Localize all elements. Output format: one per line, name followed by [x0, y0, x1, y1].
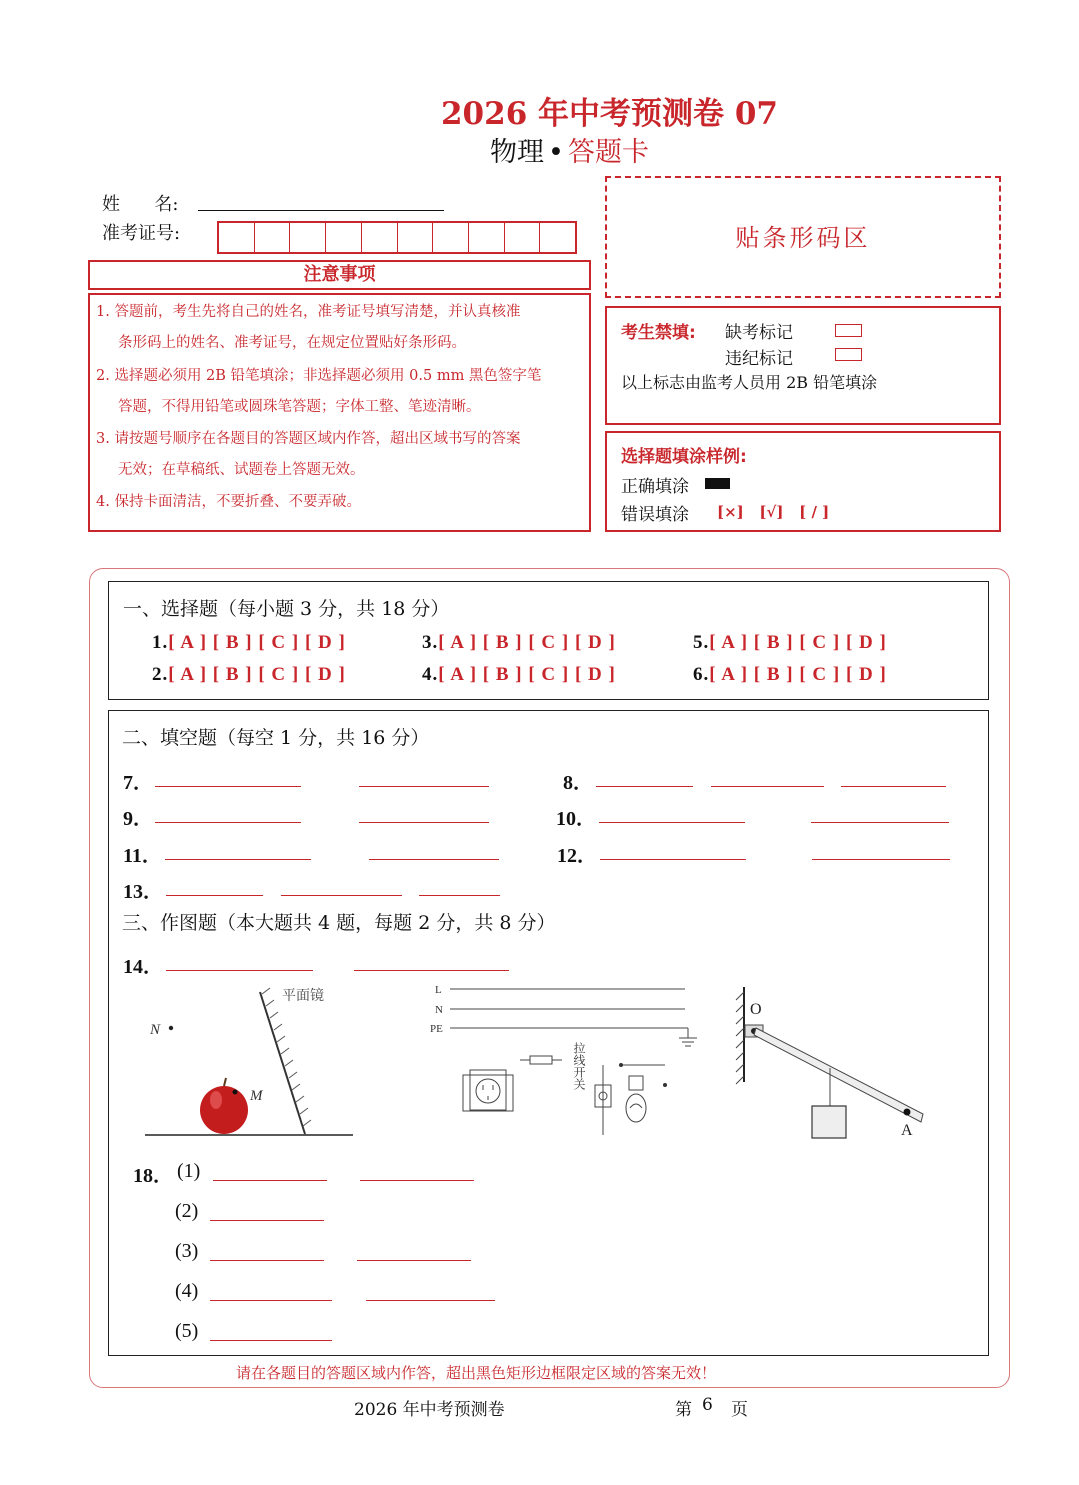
- wall-hatching: [736, 992, 744, 1084]
- question-number: 11．: [123, 845, 162, 867]
- absent-mark-box[interactable]: [835, 324, 862, 337]
- wire-n-label: N: [435, 1004, 443, 1016]
- choice-q2[interactable]: [152, 664, 346, 686]
- pivot-o-label: O: [750, 1001, 762, 1018]
- answer-blank[interactable]: [357, 1259, 471, 1261]
- question-number: 4.: [422, 664, 439, 685]
- sub-question: (4): [175, 1280, 199, 1302]
- point-m-dot: [233, 1090, 238, 1095]
- point-n-dot: [169, 1026, 173, 1030]
- proctor-only-box: [605, 306, 1001, 425]
- barcode-area: [605, 176, 1001, 298]
- question-number: 2.: [152, 664, 169, 685]
- correct-fill-sample: [705, 478, 730, 489]
- violation-mark-label: 违纪标记: [725, 349, 793, 369]
- choice-options[interactable]: [ A ] [ B ] [ C ] [ D ]: [168, 664, 346, 685]
- question-number: 1.: [152, 632, 169, 653]
- question-number: 14．: [123, 956, 163, 978]
- answer-blank[interactable]: [811, 821, 949, 823]
- circuit-figure[interactable]: [425, 980, 705, 1140]
- socket-icon: [463, 1070, 513, 1111]
- answer-blank[interactable]: [359, 785, 489, 787]
- question-number: 3.: [422, 632, 439, 653]
- lever-figure[interactable]: [728, 982, 938, 1142]
- question-number: 9．: [123, 808, 153, 830]
- answer-blank[interactable]: [419, 894, 500, 896]
- mirror-apple-figure[interactable]: [140, 982, 360, 1142]
- answer-blank[interactable]: [354, 969, 509, 971]
- mirror-line: [260, 992, 305, 1134]
- choice-q3[interactable]: [422, 632, 616, 654]
- answer-blank[interactable]: [210, 1339, 332, 1341]
- question-number: 6.: [693, 664, 710, 685]
- notice-line: 4. 保持卡面清洁，不要折叠、不要弄破。: [96, 494, 361, 510]
- answer-blank[interactable]: [210, 1259, 324, 1261]
- notice-line: 条形码上的姓名、准考证号，在规定位置贴好条形码。: [118, 335, 466, 351]
- answer-blank[interactable]: [210, 1299, 332, 1301]
- id-cell[interactable]: [290, 223, 326, 252]
- answer-blank[interactable]: [711, 785, 824, 787]
- answer-area-warning: 请在各题目的答题区域内作答，超出黑色矩形边框限定区域的答案无效！: [236, 1364, 717, 1382]
- id-label: 准考证号:: [102, 223, 181, 244]
- choice-section: [108, 581, 989, 700]
- notice-line: 答题，不得用铅笔或圆珠笔答题；字体工整、笔迹清晰。: [118, 399, 481, 415]
- proctor-note: 以上标志由监考人员用 2B 铅笔填涂: [621, 373, 878, 392]
- answer-blank[interactable]: [165, 858, 311, 860]
- point-n-label: N: [150, 1022, 161, 1038]
- wires: [450, 989, 697, 1046]
- footer-exam-name: 2026 年中考预测卷: [354, 1400, 505, 1420]
- choice-options[interactable]: [ A ] [ B ] [ C ] [ D ]: [709, 632, 887, 653]
- answer-blank[interactable]: [213, 1179, 327, 1181]
- separator-dot: •: [548, 137, 564, 168]
- choice-heading: 一、选择题（每小题 3 分，共 18 分）: [123, 598, 450, 620]
- violation-mark-box[interactable]: [835, 348, 862, 361]
- pull-switch-icon: [595, 1065, 611, 1135]
- subtitle: [0, 130, 1079, 169]
- footer-page-prefix: 第: [675, 1400, 692, 1420]
- question-number: 8．: [563, 772, 593, 794]
- notice-line: 1. 答题前，考生先将自己的姓名，准考证号填写清楚，并认真核准: [96, 304, 521, 320]
- choice-options[interactable]: [ A ] [ B ] [ C ] [ D ]: [438, 664, 616, 685]
- sub-question: (2): [175, 1200, 199, 1222]
- drawing-heading: 三、作图题（本大题共 4 题，每题 2 分，共 8 分）: [122, 912, 556, 934]
- id-cell[interactable]: [398, 223, 434, 252]
- fill-sample-label: 选择题填涂样例:: [621, 447, 747, 467]
- point-m-label: M: [250, 1088, 263, 1104]
- answer-blank[interactable]: [812, 858, 950, 860]
- pull-switch-label: 拉线开关: [572, 1042, 586, 1090]
- answer-blank[interactable]: [366, 1299, 495, 1301]
- id-cell[interactable]: [433, 223, 469, 252]
- id-cell[interactable]: [326, 223, 362, 252]
- question-number: 12．: [557, 845, 597, 867]
- correct-fill-label: 正确填涂: [621, 477, 689, 497]
- fuse-icon: [520, 1056, 562, 1064]
- sub-question: (5): [175, 1320, 199, 1342]
- answer-blank[interactable]: [166, 969, 313, 971]
- answer-blank[interactable]: [359, 821, 489, 823]
- fill-sample-box: [605, 431, 1001, 532]
- choice-options[interactable]: [ A ] [ B ] [ C ] [ D ]: [438, 632, 616, 653]
- choice-q5[interactable]: [693, 632, 887, 654]
- id-cell[interactable]: [469, 223, 505, 252]
- id-cell[interactable]: [540, 223, 575, 252]
- choice-q4[interactable]: [422, 664, 616, 686]
- notice-line: 无效；在草稿纸、试题卷上答题无效。: [118, 462, 365, 478]
- barcode-label: 贴条形码区: [735, 224, 871, 252]
- notice-heading: 注意事项: [88, 260, 591, 290]
- answer-blank[interactable]: [596, 785, 693, 787]
- sub-question: (3): [175, 1240, 199, 1262]
- question-number: 5.: [693, 632, 710, 653]
- question-number: 13．: [123, 881, 163, 903]
- point-a-label: A: [901, 1122, 913, 1139]
- exam-title: 2026 年中考预测卷 07: [440, 96, 778, 132]
- mirror-hatching: [262, 988, 311, 1126]
- question-number: 7．: [123, 772, 153, 794]
- question-number: 10．: [556, 808, 596, 830]
- answer-blank[interactable]: [841, 785, 946, 787]
- answer-blank[interactable]: [155, 821, 301, 823]
- weight-block: [812, 1106, 846, 1138]
- wire-pe-label: PE: [430, 1023, 443, 1035]
- answer-card-label: 答题卡: [567, 137, 649, 168]
- id-cell[interactable]: [219, 223, 255, 252]
- name-field[interactable]: [198, 209, 444, 211]
- answer-blank[interactable]: [155, 785, 301, 787]
- choice-options[interactable]: [ A ] [ B ] [ C ] [ D ]: [709, 664, 887, 685]
- subject-label: 物理: [490, 137, 545, 168]
- choice-q1[interactable]: [152, 632, 346, 654]
- proctor-only-label: 考生禁填:: [621, 323, 696, 343]
- wrong-fill-samples: [×] [√] [ / ]: [717, 503, 830, 521]
- absent-mark-label: 缺考标记: [725, 323, 793, 343]
- id-cell[interactable]: [255, 223, 291, 252]
- answer-blank[interactable]: [360, 1179, 474, 1181]
- bulb-icon: [620, 1065, 665, 1122]
- answer-blank[interactable]: [369, 858, 499, 860]
- footer-page-suffix: 页: [731, 1400, 748, 1420]
- notice-line: 3. 请按题号顺序在各题目的答题区域内作答，超出区域书写的答案: [96, 431, 521, 447]
- point-a-dot: [904, 1109, 911, 1116]
- answer-blank[interactable]: [281, 894, 402, 896]
- question-number: 18．: [133, 1165, 173, 1187]
- mirror-label: 平面镜: [282, 988, 324, 1004]
- wrong-fill-label: 错误填涂: [621, 505, 689, 525]
- id-cell[interactable]: [505, 223, 541, 252]
- answer-blank[interactable]: [600, 858, 746, 860]
- id-cell[interactable]: [362, 223, 398, 252]
- notice-box: [88, 293, 591, 532]
- apple-icon: [200, 1086, 248, 1134]
- choice-options[interactable]: [ A ] [ B ] [ C ] [ D ]: [168, 632, 346, 653]
- choice-q6[interactable]: [693, 664, 887, 686]
- notice-line: 2. 选择题必须用 2B 铅笔填涂；非选择题必须用 0.5 mm 黑色签字笔: [96, 368, 542, 384]
- sub-question: (1): [177, 1160, 201, 1182]
- answer-blank[interactable]: [210, 1219, 324, 1221]
- name-label: 姓 名:: [102, 194, 179, 215]
- id-number-boxes[interactable]: [217, 221, 577, 254]
- answer-blank[interactable]: [599, 821, 745, 823]
- wire-l-label: L: [435, 984, 442, 996]
- answer-blank[interactable]: [166, 894, 263, 896]
- fill-blank-heading: 二、填空题（每空 1 分，共 16 分）: [122, 727, 430, 749]
- footer-page-number: 6: [702, 1395, 713, 1415]
